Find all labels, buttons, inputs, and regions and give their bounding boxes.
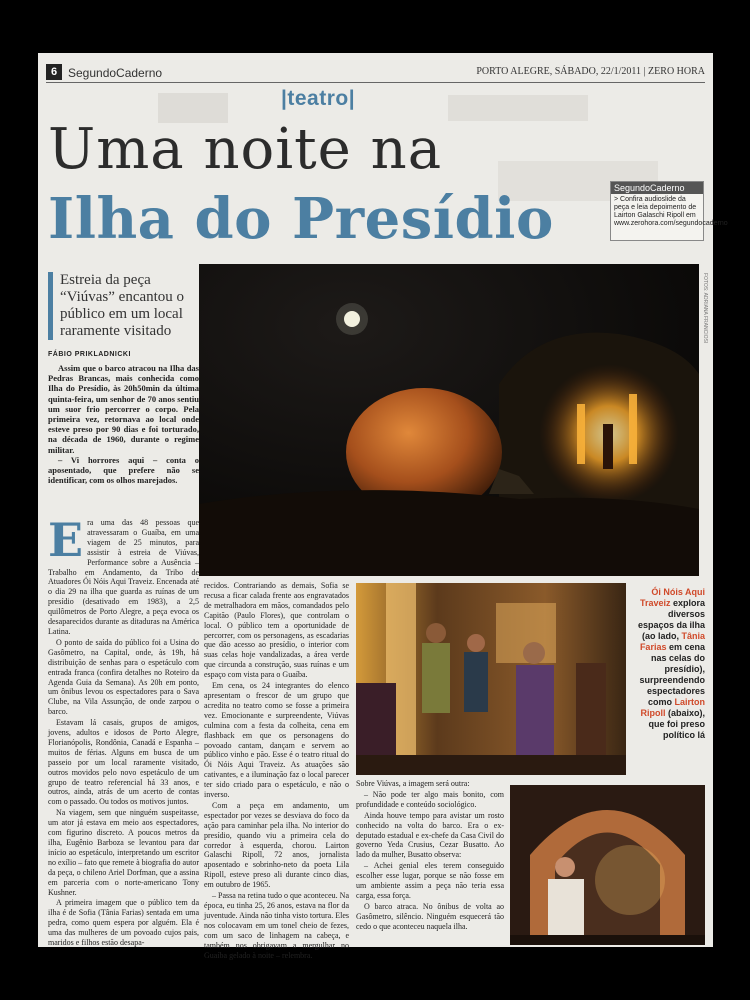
headline-line-2: Ilha do Presídio: [48, 186, 554, 252]
person-body: [576, 663, 606, 763]
intro-text: [48, 363, 199, 485]
promo-text: > Confira audioslide da peça e leia depoimento de Lairton Galaschi Ripoll em www.zerohora.com/segundocaderno: [614, 196, 728, 227]
promo-box: [610, 181, 728, 241]
section-tag: |teatro|: [281, 87, 356, 110]
article-paragraph: recidos. Contrariando as demais, Sofia se recusa a ficar calada frente aos engravatados de metralhadora em mãos, comandados pelo Capitão (Paulo Flores), que controlam o local. O público tem a oportunidade de percorrer, com os personagens, as escadarias que dão acesso ao presídio, o interior com suas celas hoje vandalizadas, a área verde que circunda a construção, suas ruínas e um espaço com vista para o Guaíba.: [204, 581, 349, 680]
person-body: [422, 643, 450, 713]
performer-silhouette: [603, 424, 613, 469]
caption-text: (abaixo), que foi preso político lá: [648, 708, 705, 740]
corridor-photo: [356, 583, 626, 775]
section-name: SegundoCaderno: [68, 66, 163, 80]
person-body: [464, 652, 488, 712]
floor: [510, 935, 705, 945]
page-header: [46, 62, 705, 83]
article-column-1: [48, 513, 199, 949]
article-paragraph: – Achei genial eles terem conseguido escolher esse lugar, porque se não fosse em um ambiente assim a peça não teria essa carga, essa força.: [356, 861, 504, 900]
caption-highlight: Lairton Ripoll: [640, 697, 705, 718]
article-paragraph: O barco atraca. No ônibus de volta ao Gasômetro, silêncio. Ninguém esquecerá tão cedo o que aconteceu naquela ilha.: [356, 901, 504, 931]
photo-caption: [633, 587, 705, 741]
floor: [356, 755, 626, 775]
actress-head: [523, 642, 545, 664]
caption-text: explora diversos espaços da ilha (ao lado,: [637, 598, 705, 641]
archway-photo: [510, 785, 705, 945]
actress-body: [516, 665, 554, 755]
archway-scene-image: [510, 785, 705, 945]
caption-highlight: Ói Nóis Aqui Traveiz: [639, 587, 705, 608]
ground: [199, 490, 699, 576]
article-paragraph: Ainda houve tempo para avistar um rosto conhecido na volta do barco. Era o ex-deputado estadual e ex-chefe da Casa Civil do governo Yeda Crusius, Cezar Busatto. Ao lado da mulher, Busatto observa:: [356, 810, 504, 860]
newspaper-page: [38, 53, 728, 960]
man-head: [555, 857, 575, 877]
lede: Estreia da peça “Viúvas” encantou o público em um local raramente visitado: [48, 272, 203, 340]
article-paragraph: Com a peça em andamento, um espectador por vezes se desviava do foco da ação para caminhar pela ilha. No interior do presídio, quando viu a primeira cela do corredor à esquerda, chorou. Lairton Galaschi Ripoll, 72 anos, jornalista aposentado e sobrinho-neto da poeta Lila Ripoll, esteve preso ali durante cinco dias, em outubro de 1965.: [204, 800, 349, 890]
drop-cap: E: [48, 513, 84, 567]
caption-text: em cena nas celas do presídio), surpreendendo espectadores como: [639, 642, 705, 707]
caption-highlight: Tânia Farias: [639, 631, 705, 652]
article-paragraph: ra uma das 48 pessoas que atravessaram o Guaíba, em uma viagem de 25 minutos, para assistir à estreia de Viúvas, Performance sobre a Ausência – Trabalho em Andamento, da Tribo de Atuadores Ói Nóis Aqui Traveiz. Encenada até o dia 29 na ilha que guarda as ruínas de um presídio (desativado em 1983), a 2,5 quilômetros de Porto Alegre, a peça evoca os desaparecidos durante as ditaduras na América Latina.: [48, 518, 199, 636]
corridor-scene-image: [356, 583, 626, 775]
article-column-3: [356, 779, 504, 933]
article-paragraph: Em cena, os 24 integrantes do elenco apresentam o frescor de um grupo que acredita no teatro como se fosse a primeira vez. Emocionante e surpreendente, Viúvas culmina com a festa da colheita, cena em flashback em que os personagens do povoado cantam, dançam e servem ao público vinho e pão. Esse é o teatro ritual do Ói Nóis Aqui Traveiz. As atuações são cativantes, e a iluminação faz o local parecer ter sido criado para o espetáculo, e não o inverso.: [204, 681, 349, 800]
article-paragraph: A primeira imagem que o público tem da ilha é de Sofia (Tânia Farias) sentada em uma pedra, como quem espera por alguém. Ela é uma das mulheres de um povoado cujos pais, maridos e filhos estão desapa-: [48, 898, 199, 948]
photo-credit: FOTOS: ADRIANA FRANCIOSI: [702, 273, 708, 344]
intro-paragraph: – Vi horrores aqui – conta o aposentado, que prefere não se identificar, com os olhos marejados.: [48, 454, 199, 486]
article-paragraph: O ponto de saída do público foi a Usina do Gasômetro, na Capital, onde, às 19h, há distribuição de senhas para o espetáculo com entrada franca (confira detalhes no Roteiro da Agenda Guia da Semana). As 20h em ponto, um ônibus levou os espectadores para o Sava Clube, na Vila Assunção, de onde zarpou o barco.: [48, 637, 199, 717]
fire-torch-1: [577, 404, 585, 464]
headline-line-1: Uma noite na: [48, 117, 443, 182]
person-head: [426, 623, 446, 643]
article-paragraph: Estavam lá casais, grupos de amigos, jovens, adultos e idosos de Porto Alegre, Florianópolis, Rondônia, Canadá e Espanha – muitos de férias. Alguns em busca de um passeio por um local raramente visitado, outros movidos pelo novo espetáculo de um grupo de teatro referencial há 33 anos, e outros, ainda, atrás de um acerto de contas com o passado. Ou todos os motivos juntos.: [48, 718, 199, 807]
night-scene-image: [199, 264, 699, 576]
article-column-2: [204, 581, 349, 961]
fire-torch-2: [629, 394, 637, 464]
promo-heading: SegundoCaderno: [611, 182, 703, 194]
page-number: 6: [46, 64, 62, 80]
main-photo: [199, 264, 699, 576]
article-paragraph: Sobre Viúvas, a imagem será outra:: [356, 779, 470, 788]
person-head: [467, 634, 485, 652]
dateline: PORTO ALEGRE, SÁBADO, 22/1/2011 | ZERO HORA: [476, 66, 705, 77]
byline: FÁBIO PRIKLADNICKI: [48, 351, 131, 358]
bleed-block-2: [448, 95, 588, 121]
article-paragraph: – Passa na retina tudo o que aconteceu. Na época, eu tinha 25, 26 anos, estava na flor da juventude. Ainda não tinha visto tortura. Eles nos colocavam em um tonel cheio de fezes, com um saco de linhagem na cabeça, e também nos obrigavam a mergulhar no Guaíba gelado à noite – relembra.: [204, 891, 349, 960]
intro-paragraph: Assim que o barco atracou na Ilha das Pedras Brancas, mais conhecida como Ilha do Presídio, às 20h50min da última quinta-feira, um senhor de 70 anos sentiu um suor frio percorrer o corpo. Pela primeira vez, retornava ao local onde esteve preso por 90 dias e foi torturado, na década de 1960, durante o regime militar.: [48, 363, 199, 455]
article-paragraph: – Não pode ter algo mais bonito, com profundidade e conteúdo sociológico.: [356, 789, 504, 809]
moon-glow: [336, 303, 368, 335]
article-paragraph: Na viagem, sem que ninguém suspeitasse, um ator já estava em meio aos espectadores, com figurino discreto. A poucos metros da ilha, Eugênio Barboza se levantou para dar início ao espetáculo, interpretando um escritor no exílio – fato que remete à biografia do autor da peça, o chileno Ariel Dorfman, que a assina em parceria com o norte-americano Tony Kushner.: [48, 808, 199, 897]
lamp-glow: [595, 845, 665, 915]
